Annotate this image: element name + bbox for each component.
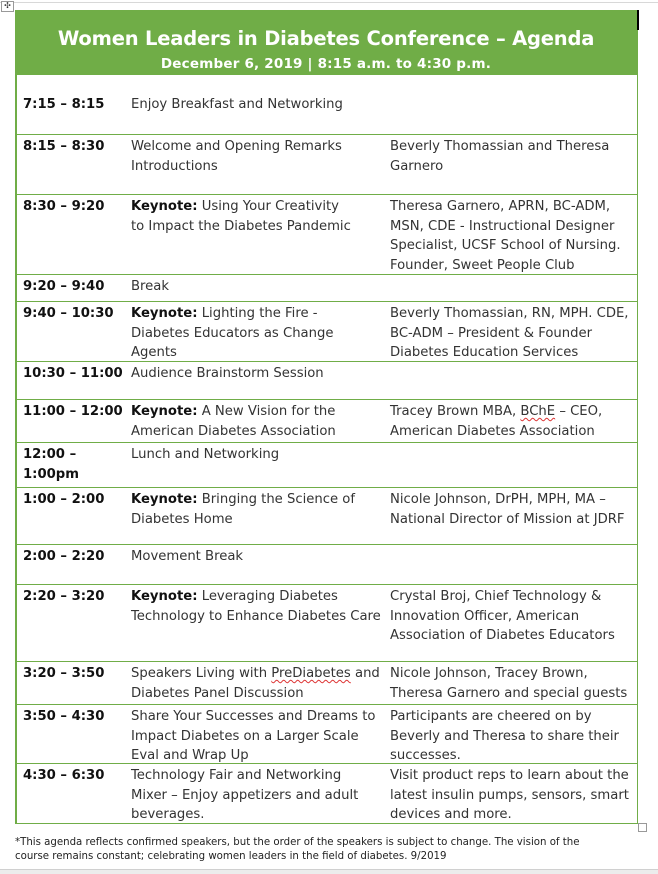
agenda-title: Women Leaders in Diabetes Conference – Agenda — [57, 27, 595, 50]
speaker-cell: Crystal Broj, Chief Technology & Innovation Officer, American Association of Diabetes Educators — [390, 589, 615, 643]
time-cell: 11:00 – 12:00 — [23, 404, 123, 419]
table-row — [17, 585, 637, 662]
time-cell: 12:00 – 1:00pm — [23, 447, 79, 482]
table-row — [17, 662, 637, 705]
table-row — [17, 443, 637, 488]
session-cell: Technology Fair and Networking Mixer – Enjoy appetizers and adult beverages. — [131, 768, 359, 822]
session-title: A New Vision for the American Diabetes Association — [131, 404, 336, 439]
session-cell — [131, 490, 356, 529]
time-cell: 8:30 – 9:20 — [23, 199, 105, 214]
time-cell: 7:15 – 8:15 — [23, 97, 105, 112]
session-cell — [131, 304, 376, 363]
time-cell: 3:50 – 4:30 — [23, 709, 105, 724]
session-cell: Lunch and Networking — [131, 447, 280, 462]
speaker-cell: Beverly Thomassian and Theresa Garnero — [390, 139, 610, 174]
keynote-label: Keynote: — [131, 404, 198, 419]
table-row — [17, 400, 637, 443]
time-cell: 2:00 – 2:20 — [23, 549, 105, 564]
table-row — [17, 195, 637, 275]
table-row — [17, 545, 637, 585]
speaker-cell: Beverly Thomassian, RN, MPH. CDE, BC-ADM – President & Founder Diabetes Education Services — [390, 306, 629, 360]
page-bottom-edge — [0, 869, 658, 874]
table-row — [17, 764, 637, 824]
footnote: *This agenda reflects confirmed speakers, but the order of the speakers is subject to change. The vision of the course remains constant; celebrating women leaders in the field of diabetes. 9/2019 — [15, 837, 580, 862]
time-cell: 2:20 – 3:20 — [23, 589, 105, 604]
session-cell: Welcome and Opening Remarks Introductions — [131, 139, 342, 174]
keynote-label: Keynote: — [131, 306, 198, 321]
session-title: Leveraging Diabetes Technology to Enhance Diabetes Care — [131, 589, 381, 624]
speaker-cell: Nicole Johnson, DrPH, MPH, MA – National Director of Mission at JDRF — [390, 492, 625, 527]
session-cell — [131, 402, 351, 441]
table-move-handle-icon[interactable]: ✣ — [1, 1, 14, 12]
keynote-label: Keynote: — [131, 492, 198, 507]
time-cell: 9:20 – 9:40 — [23, 279, 105, 294]
session-title: Using Your Creativity to Impact the Diabetes Pandemic — [131, 199, 351, 234]
time-cell: 3:20 – 3:50 — [23, 666, 105, 681]
table-row — [17, 275, 637, 302]
page-top-edge — [0, 2, 658, 3]
session-cell: Break — [131, 279, 170, 294]
time-cell: 4:30 – 6:30 — [23, 768, 105, 783]
time-cell: 1:00 – 2:00 — [23, 492, 105, 507]
session-cell: Movement Break — [131, 549, 244, 564]
session-cell: Speakers Living with PreDiabetes and Diabetes Panel Discussion — [131, 666, 380, 701]
session-cell — [131, 197, 356, 236]
session-cell — [131, 587, 389, 626]
time-cell: 8:15 – 8:30 — [23, 139, 105, 154]
table-resize-handle[interactable] — [638, 823, 647, 832]
speaker-cell: Participants are cheered on by Beverly and Theresa to share their successes. — [390, 709, 619, 763]
spellcheck-flag: BChE — [520, 404, 556, 419]
agenda-rows — [15, 75, 638, 824]
session-cell: Enjoy Breakfast and Networking — [131, 97, 343, 112]
agenda-subtitle: December 6, 2019 | 8:15 a.m. to 4:30 p.m. — [160, 56, 492, 72]
table-row — [17, 488, 637, 545]
speaker-cell: Theresa Garnero, APRN, BC-ADM, MSN, CDE - Instructional Designer Specialist, UCSF School of Nursing. Founder, Sweet People Club — [390, 199, 621, 273]
keynote-label: Keynote: — [131, 199, 198, 214]
table-row — [17, 302, 637, 362]
speaker-cell: Tracey Brown MBA, BChE – CEO, American Diabetes Association — [390, 404, 603, 439]
session-cell: Share Your Successes and Dreams to Impact Diabetes on a Larger Scale Eval and Wrap Up — [131, 709, 376, 763]
table-row — [17, 705, 637, 764]
time-cell: 10:30 – 11:00 — [23, 366, 123, 381]
table-row — [17, 362, 637, 400]
session-title: Bringing the Science of Diabetes Home — [131, 492, 356, 527]
speaker-cell: Visit product reps to learn about the latest insulin pumps, sensors, smart devices and more. — [390, 768, 629, 822]
table-row — [17, 75, 637, 135]
table-row — [17, 135, 637, 195]
speaker-cell: Nicole Johnson, Tracey Brown, Theresa Garnero and special guests — [390, 666, 628, 701]
agenda-header — [15, 10, 638, 75]
time-cell: 9:40 – 10:30 — [23, 306, 114, 321]
spellcheck-flag: PreDiabetes — [271, 666, 351, 681]
session-title: Lighting the Fire - Diabetes Educators as Change Agents — [131, 306, 334, 360]
keynote-label: Keynote: — [131, 589, 198, 604]
agenda-table — [15, 10, 638, 824]
session-cell: Audience Brainstorm Session — [131, 366, 324, 381]
